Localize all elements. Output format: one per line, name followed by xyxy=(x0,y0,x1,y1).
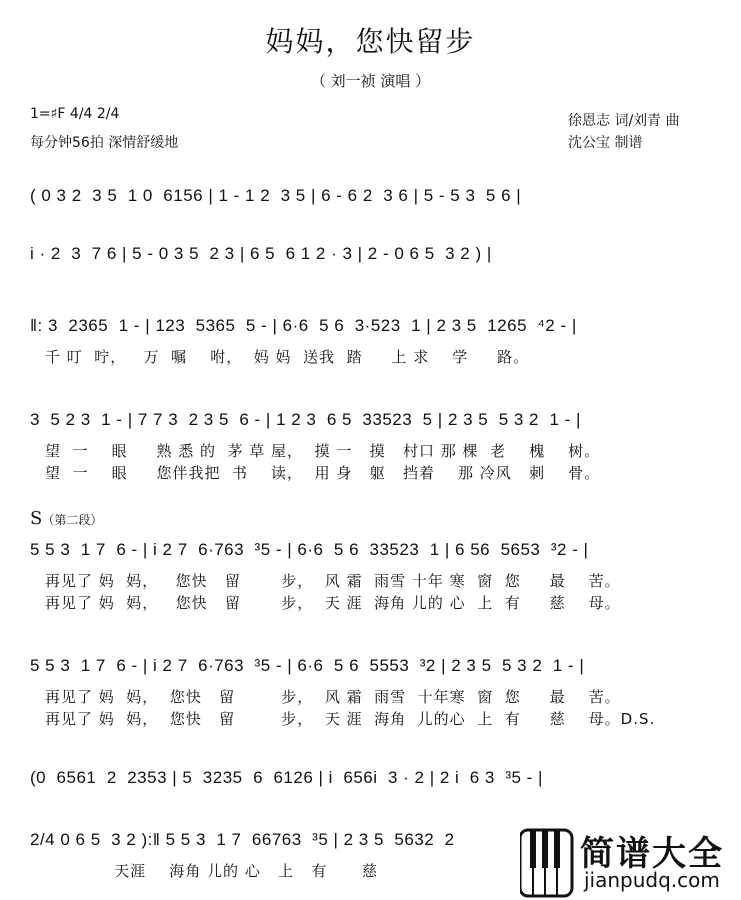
score-line-1: ( 0 3 2 3 5 1 0 6156 | 1 - 1 2 3 5 | 6 - 6 2 3 6 | 5 - 5 3 5 6 | xyxy=(30,186,522,205)
lyric-line-8a: 天涯 海角 儿的 心 上 有 慈 xyxy=(45,862,379,880)
lyric-line-6a: 再见了 妈 妈， 您快 留 步， 风 霜 雨雪 十年寒 窗 您 最 苦。 xyxy=(45,688,621,706)
segno-label: S xyxy=(30,508,43,529)
lyric-line-3a: 千 叮 咛， 万 嘱 咐， 妈 妈 送我 踏 上 求 学 路。 xyxy=(45,348,530,366)
performer-credit: （ 刘一祯 演唱 ） xyxy=(310,72,431,90)
score-line-6: 5 5 3 1 7 6 - | i 2 7 6·763 ³5 - | 6·6 5 6 5553 ³2 | 2 3 5 5 3 2 1 - | xyxy=(30,656,585,675)
lyric-line-6b: 再见了 妈 妈， 您快 留 步， 天 涯 海角 儿的心 上 有 慈 母。D.S. xyxy=(45,710,656,728)
composer-credit: 徐恩志 词/刘青 曲 xyxy=(568,113,680,129)
key-signature: 1=♯F 4/4 2/4 xyxy=(30,106,120,122)
lyric-line-4a: 望 一 眼 熟 悉 的 茅 草 屋， 摸 一 摸 村口 那 棵 老 槐 树。 xyxy=(45,442,601,460)
lyric-line-4b: 望 一 眼 您伴我把 书 读， 用 身 躯 挡着 那 冷风 刺 骨。 xyxy=(45,464,601,482)
transcriber-credit: 沈公宝 制谱 xyxy=(568,135,643,151)
score-line-7: (0 6561 2 2353 | 5 3235 6 6126 | i 656i 3 · 2 | 2 i 6 3 ³5 - | xyxy=(30,768,543,787)
score-line-2: i · 2 3 7 6 | 5 - 0 3 5 2 3 | 6 5 6 1 2 · 3 | 2 - 0 6 5 3 2 ) | xyxy=(30,244,492,263)
section-note: （第二段） xyxy=(42,513,103,527)
score-line-5: 5 5 3 1 7 6 - | i 2 7 6·763 ³5 - | 6·6 5 6 33523 1 | 6 56 5653 ³2 - | xyxy=(30,540,589,559)
score-line-8: 2/4 0 6 5 3 2 ):‖ 5 5 3 1 7 66763 ³5 | 2 3 5 5632 2 xyxy=(30,830,455,849)
lyric-line-5a: 再见了 妈 妈， 您快 留 步， 风 霜 雨雪 十年 寒 窗 您 最 苦。 xyxy=(45,572,621,590)
song-title: 妈妈，您快留步 xyxy=(265,25,476,58)
watermark-text: 简谱大全 xyxy=(580,834,724,874)
score-line-3: ‖: 3 2365 1 - | 123 5365 5 - | 6·6 5 6 3·523 1 | 2 3 5 1265 ⁴2 - | xyxy=(30,316,577,335)
score-line-4: 3 5 2 3 1 - | 7 7 3 2 3 5 6 - | 1 2 3 6 5 33523 5 | 2 3 5 5 3 2 1 - | xyxy=(30,410,581,429)
segno-sign xyxy=(30,508,102,529)
watermark-url: jianpudq.com xyxy=(584,868,720,892)
lyric-line-5b: 再见了 妈 妈， 您快 留 步， 天 涯 海角 儿的 心 上 有 慈 母。 xyxy=(45,594,621,612)
tempo-marking: 每分钟56拍 深情舒缓地 xyxy=(30,135,179,151)
